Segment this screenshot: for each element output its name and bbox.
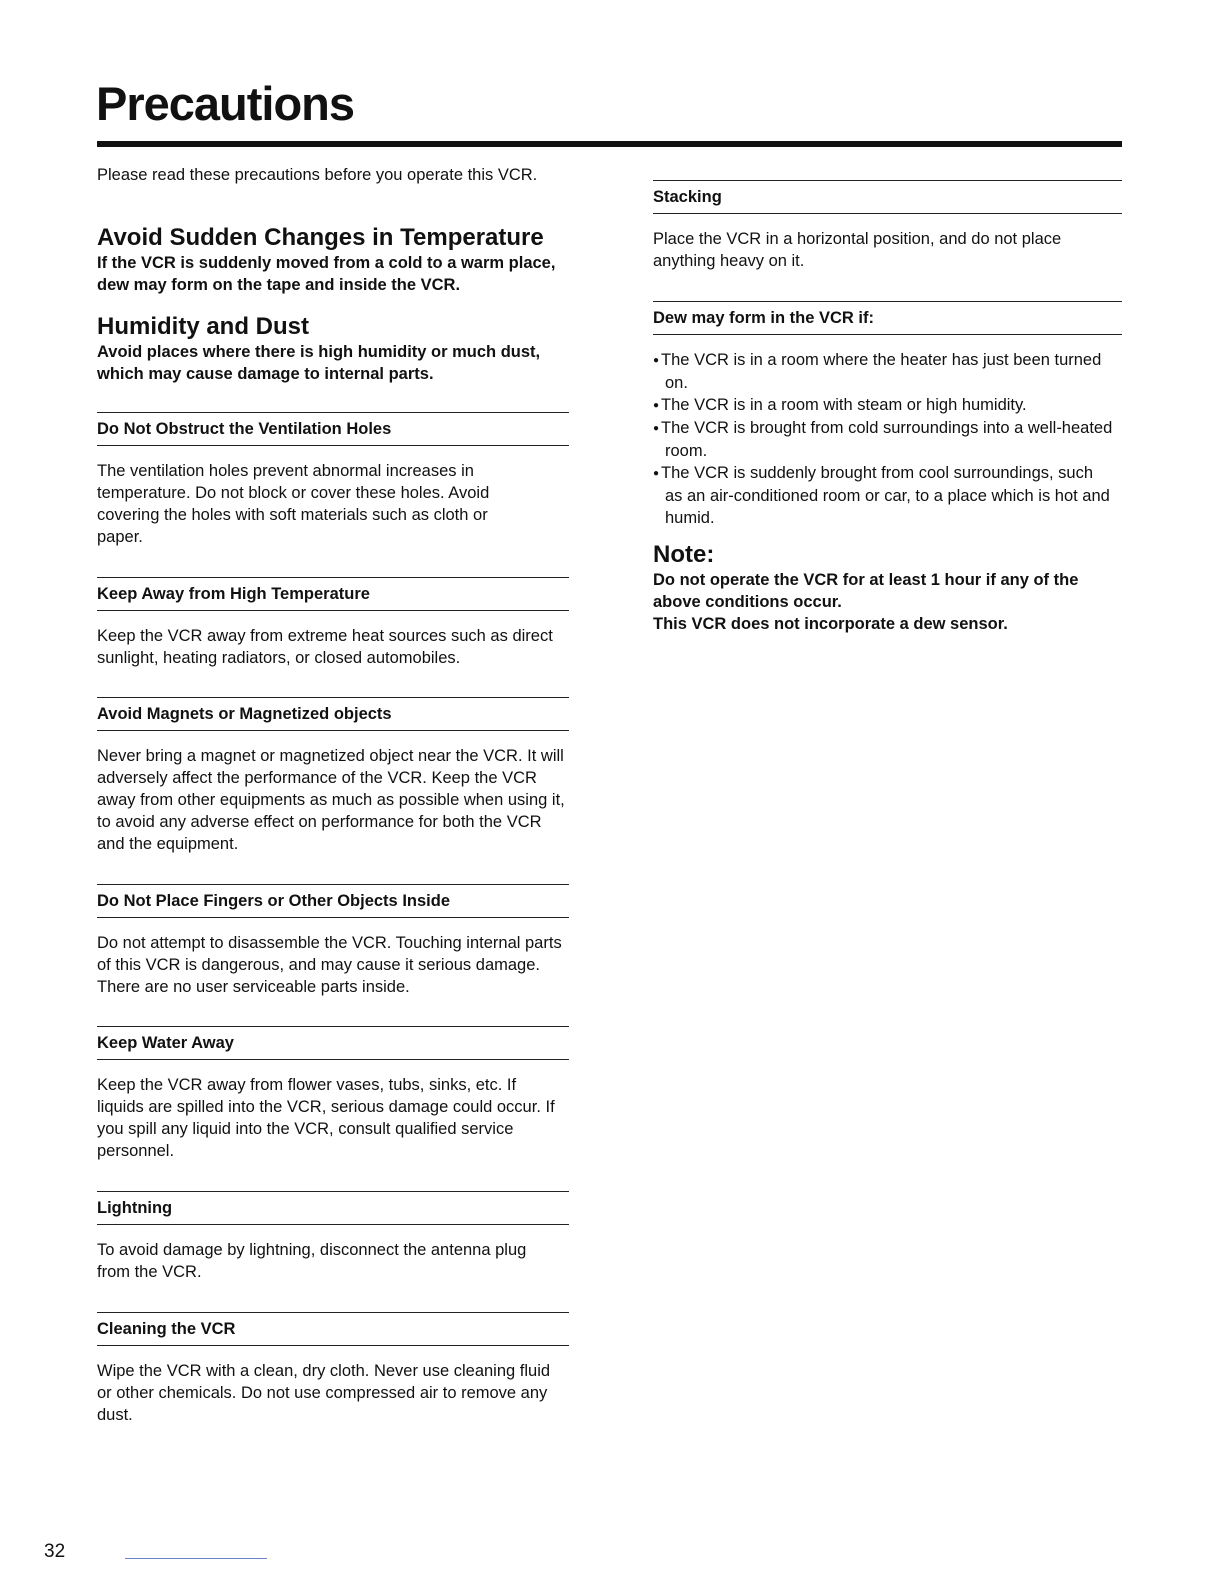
section-text: Wipe the VCR with a clean, dry cloth. Never use cleaning fluid or other chemicals. Do not use compressed air to remove any dust. xyxy=(97,1362,551,1424)
note-block xyxy=(653,541,1122,635)
list-item: ● The VCR is suddenly brought from cool surroundings, such as an air-conditioned room or car, to a place which is hot and humid. xyxy=(653,462,1113,529)
section-text: Never bring a magnet or magnetized object near the VCR. It will adversely affect the performance of the VCR. Keep the VCR away from other equipments as much as possible when using it, to avoid any adverse effect on performance for both the VCR and the equipment. xyxy=(97,747,565,853)
humidity-block xyxy=(97,313,557,385)
section-high-temperature xyxy=(97,577,569,669)
temperature-heading: Avoid Sudden Changes in Temperature xyxy=(97,224,544,251)
section-text: Keep the VCR away from flower vases, tubs, sinks, etc. If liquids are spilled into the VCR, serious damage could occur. If you spill any liquid into the VCR, consult qualified service personnel. xyxy=(97,1076,555,1160)
note-line: Do not operate the VCR for at least 1 hour if any of the above conditions occur. xyxy=(653,571,1079,611)
footer-line xyxy=(125,1558,267,1559)
temperature-text: If the VCR is suddenly moved from a cold to a warm place, dew may form on the tape and inside the VCR. xyxy=(97,254,556,294)
section-text: To avoid damage by lightning, disconnect the antenna plug from the VCR. xyxy=(97,1241,527,1281)
section-fingers xyxy=(97,884,569,998)
section-ventilation xyxy=(97,412,569,548)
note-heading: Note: xyxy=(653,541,715,568)
section-heading: Do Not Obstruct the Ventilation Holes xyxy=(97,412,569,446)
page-title: Precautions xyxy=(96,77,355,130)
temperature-block xyxy=(97,224,567,296)
list-item: ● The VCR is in a room with steam or high humidity. xyxy=(653,394,1113,417)
section-heading: Keep Water Away xyxy=(97,1026,569,1060)
section-text: Place the VCR in a horizontal position, and do not place anything heavy on it. xyxy=(653,230,1062,270)
section-heading: Avoid Magnets or Magnetized objects xyxy=(97,697,569,731)
section-stacking xyxy=(653,180,1122,272)
section-heading: Lightning xyxy=(97,1191,569,1225)
section-heading: Stacking xyxy=(653,180,1122,214)
section-water xyxy=(97,1026,569,1162)
section-heading: Keep Away from High Temperature xyxy=(97,577,569,611)
page-number: 32 xyxy=(44,1541,66,1562)
section-magnets xyxy=(97,697,569,855)
section-lightning xyxy=(97,1191,569,1283)
note-line: This VCR does not incorporate a dew sensor. xyxy=(653,615,1008,633)
list-item: ● The VCR is brought from cold surroundings into a well-heated room. xyxy=(653,417,1113,462)
section-heading: Cleaning the VCR xyxy=(97,1312,569,1346)
title-rule xyxy=(97,141,1122,147)
section-text: Do not attempt to disassemble the VCR. Touching internal parts of this VCR is dangerous, and may cause it serious damage. There are no user serviceable parts inside. xyxy=(97,934,562,996)
section-text: Keep the VCR away from extreme heat sources such as direct sunlight, heating radiators, or closed automobiles. xyxy=(97,627,553,667)
section-heading: Dew may form in the VCR if: xyxy=(653,301,1122,335)
section-text: The ventilation holes prevent abnormal increases in temperature. Do not block or cover these holes. Avoid covering the holes with soft materials such as cloth or paper. xyxy=(97,462,490,546)
section-cleaning xyxy=(97,1312,569,1426)
section-heading: Do Not Place Fingers or Other Objects Inside xyxy=(97,884,569,918)
humidity-text: Avoid places where there is high humidity or much dust, which may cause damage to internal parts. xyxy=(97,343,541,383)
dew-conditions-list xyxy=(653,349,1113,529)
intro-text: Please read these precautions before you operate this VCR. xyxy=(97,166,538,184)
section-dew xyxy=(653,301,1122,529)
list-item: ● The VCR is in a room where the heater has just been turned on. xyxy=(653,349,1113,394)
humidity-heading: Humidity and Dust xyxy=(97,313,310,340)
